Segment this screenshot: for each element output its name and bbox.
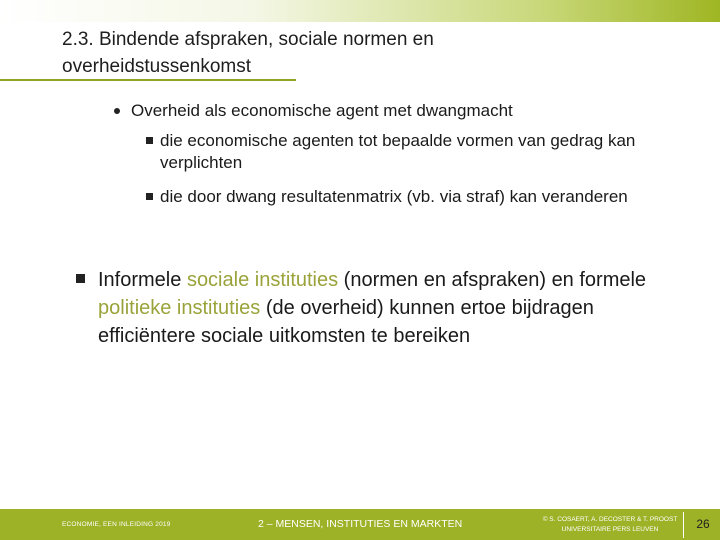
header-band <box>0 0 720 22</box>
footer-copyright-publisher: UNIVERSITAIRE PERS LEUVEN <box>561 526 659 533</box>
page-number: 26 <box>696 517 710 531</box>
footer-copyright-authors: © S. COSAERT, A. DECOSTER & T. PROOST <box>542 516 678 523</box>
highlight-social-institutions: sociale instituties <box>186 269 339 291</box>
square-bullet-icon <box>146 193 153 200</box>
main-bullet-text <box>98 266 678 350</box>
square-bullet-icon <box>76 274 85 283</box>
highlight-political-institutions: politieke instituties <box>98 297 261 319</box>
bullet-1-text: Overheid als economische agent met dwangmacht <box>131 101 513 120</box>
sub-bullet-1-text: die economische agenten tot bepaalde vormen van gedrag kan verplichten <box>160 131 636 172</box>
main-bullet-part1: Informele <box>98 269 187 291</box>
footer-separator <box>683 512 684 538</box>
main-bullet-part2: (normen en afspraken) en formele <box>338 269 647 291</box>
slide-title: 2.3. Bindende afspraken, sociale normen en overheidstussenkomst <box>62 29 434 77</box>
bullet-dot-icon <box>114 108 120 114</box>
footer-copyright <box>520 515 700 535</box>
footer-chapter-title: 2 – MENSEN, INSTITUTIES EN MARKTEN <box>258 518 463 530</box>
sub-bullet-2-text: die door dwang resultatenmatrix (vb. via straf) kan veranderen <box>160 187 628 206</box>
title-underline <box>0 79 296 81</box>
main-bullet-part3: (de overheid) kunnen ertoe bijdragen efficiëntere sociale uitkomsten te bereiken <box>98 297 594 347</box>
footer-course-title: ECONOMIE, EEN INLEIDING 2019 <box>62 521 171 528</box>
square-bullet-icon <box>146 137 153 144</box>
